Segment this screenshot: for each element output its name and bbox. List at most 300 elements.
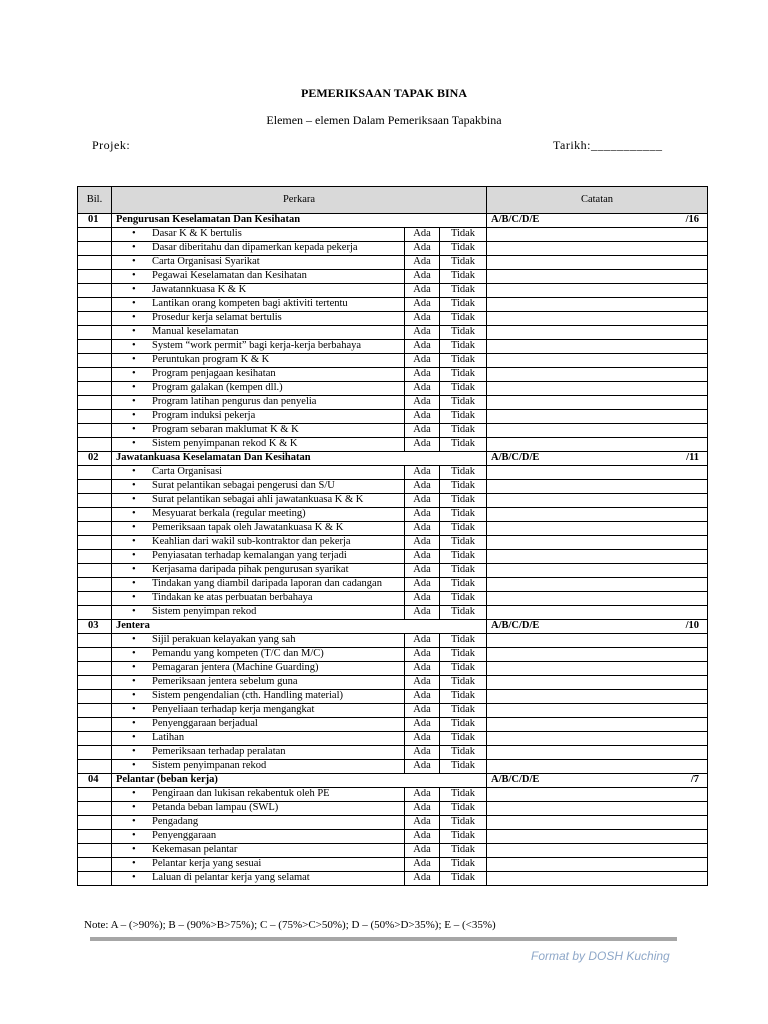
table-row	[78, 368, 708, 382]
section-row	[78, 214, 708, 228]
item-cell	[112, 424, 405, 438]
item-label: Program sebaran maklumat K & K	[152, 424, 299, 436]
tidak-option[interactable]: Tidak	[440, 242, 487, 256]
item-cell	[112, 816, 405, 830]
tidak-option[interactable]: Tidak	[440, 802, 487, 816]
item-cell	[112, 830, 405, 844]
ada-option[interactable]: Ada	[405, 242, 440, 256]
tidak-option[interactable]: Tidak	[440, 662, 487, 676]
catatan-cell[interactable]	[487, 872, 708, 886]
catatan-cell[interactable]	[487, 228, 708, 242]
tidak-option[interactable]: Tidak	[440, 508, 487, 522]
tidak-option[interactable]: Tidak	[440, 340, 487, 354]
bil-cell	[78, 802, 112, 816]
section-grade: A/B/C/D/E	[491, 774, 540, 786]
tidak-option[interactable]: Tidak	[440, 564, 487, 578]
table-row	[78, 424, 708, 438]
ada-option[interactable]: Ada	[405, 522, 440, 536]
bullet-icon: •	[132, 872, 136, 884]
ada-option[interactable]: Ada	[405, 284, 440, 298]
catatan-cell[interactable]	[487, 396, 708, 410]
bullet-icon: •	[132, 676, 136, 688]
ada-option[interactable]: Ada	[405, 382, 440, 396]
tidak-option[interactable]: Tidak	[440, 732, 487, 746]
catatan-cell[interactable]	[487, 802, 708, 816]
bullet-icon: •	[132, 718, 136, 730]
bil-cell	[78, 592, 112, 606]
ada-option[interactable]: Ada	[405, 662, 440, 676]
table-row	[78, 354, 708, 368]
catatan-cell[interactable]	[487, 284, 708, 298]
tidak-option[interactable]: Tidak	[440, 550, 487, 564]
ada-option[interactable]: Ada	[405, 536, 440, 550]
item-cell	[112, 508, 405, 522]
catatan-cell[interactable]	[487, 858, 708, 872]
item-cell	[112, 438, 405, 452]
table-row	[78, 732, 708, 746]
tidak-option[interactable]: Tidak	[440, 788, 487, 802]
bullet-icon: •	[132, 438, 136, 450]
item-label: Pengiraan dan lukisan rekabentuk oleh PE	[152, 788, 330, 800]
table-row	[78, 760, 708, 774]
bil-cell	[78, 704, 112, 718]
catatan-cell[interactable]	[487, 592, 708, 606]
section-score	[487, 620, 708, 634]
catatan-cell[interactable]	[487, 424, 708, 438]
item-label: Lantikan orang kompeten bagi aktiviti tertentu	[152, 298, 348, 310]
tidak-option[interactable]: Tidak	[440, 690, 487, 704]
table-row	[78, 508, 708, 522]
bullet-icon: •	[132, 494, 136, 506]
item-cell	[112, 480, 405, 494]
bil-cell	[78, 368, 112, 382]
table-row	[78, 816, 708, 830]
tidak-option[interactable]: Tidak	[440, 298, 487, 312]
catatan-cell[interactable]	[487, 634, 708, 648]
item-cell	[112, 228, 405, 242]
bil-cell	[78, 424, 112, 438]
section-number: 01	[78, 214, 112, 228]
item-label: Penyenggaraan berjadual	[152, 718, 258, 730]
ada-option[interactable]: Ada	[405, 494, 440, 508]
catatan-cell[interactable]	[487, 690, 708, 704]
tidak-option[interactable]: Tidak	[440, 256, 487, 270]
ada-option[interactable]: Ada	[405, 760, 440, 774]
catatan-cell[interactable]	[487, 522, 708, 536]
bil-cell	[78, 312, 112, 326]
ada-option[interactable]: Ada	[405, 368, 440, 382]
bil-cell	[78, 480, 112, 494]
tidak-option[interactable]: Tidak	[440, 326, 487, 340]
bil-cell	[78, 242, 112, 256]
bil-cell	[78, 298, 112, 312]
item-cell	[112, 410, 405, 424]
ada-option[interactable]: Ada	[405, 844, 440, 858]
catatan-cell[interactable]	[487, 480, 708, 494]
catatan-cell[interactable]	[487, 368, 708, 382]
table-row	[78, 284, 708, 298]
bullet-icon: •	[132, 312, 136, 324]
catatan-cell[interactable]	[487, 760, 708, 774]
bil-cell	[78, 550, 112, 564]
tidak-option[interactable]: Tidak	[440, 536, 487, 550]
catatan-cell[interactable]	[487, 326, 708, 340]
tidak-option[interactable]: Tidak	[440, 438, 487, 452]
table-row	[78, 298, 708, 312]
catatan-cell[interactable]	[487, 648, 708, 662]
ada-option[interactable]: Ada	[405, 438, 440, 452]
item-label: Kerjasama daripada pihak pengurusan syarikat	[152, 564, 349, 576]
item-label: Sistem penyimpanan rekod K & K	[152, 438, 298, 450]
tidak-option[interactable]: Tidak	[440, 578, 487, 592]
ada-option[interactable]: Ada	[405, 564, 440, 578]
item-cell	[112, 284, 405, 298]
catatan-cell[interactable]	[487, 788, 708, 802]
footer-credit: Format by DOSH Kuching	[531, 949, 670, 963]
section-number: 03	[78, 620, 112, 634]
bil-cell	[78, 648, 112, 662]
ada-option[interactable]: Ada	[405, 858, 440, 872]
item-label: Jawatannkuasa K & K	[152, 284, 247, 296]
section-title: Pelantar (beban kerja)	[112, 774, 487, 788]
ada-option[interactable]: Ada	[405, 592, 440, 606]
tidak-option[interactable]: Tidak	[440, 228, 487, 242]
tidak-option[interactable]: Tidak	[440, 606, 487, 620]
table-row	[78, 536, 708, 550]
bullet-icon: •	[132, 242, 136, 254]
ada-option[interactable]: Ada	[405, 326, 440, 340]
ada-option[interactable]: Ada	[405, 676, 440, 690]
catatan-cell[interactable]	[487, 578, 708, 592]
item-label: Penyiasatan terhadap kemalangan yang terjadi	[152, 550, 347, 562]
item-cell	[112, 788, 405, 802]
ada-option[interactable]: Ada	[405, 312, 440, 326]
bil-cell	[78, 326, 112, 340]
bullet-icon: •	[132, 424, 136, 436]
projek-label: Projek:	[92, 138, 131, 152]
page-title: PEMERIKSAAN TAPAK BINA	[300, 86, 467, 100]
item-cell	[112, 592, 405, 606]
table-header-row	[78, 187, 708, 214]
grading-note: Note: A – (>90%); B – (90%>B>75%); C – (75%>C>50%); D – (50%>D>35%); E – (<35%)	[84, 919, 496, 931]
tidak-option[interactable]: Tidak	[440, 746, 487, 760]
tidak-option[interactable]: Tidak	[440, 270, 487, 284]
ada-option[interactable]: Ada	[405, 634, 440, 648]
ada-option[interactable]: Ada	[405, 788, 440, 802]
ada-option[interactable]: Ada	[405, 480, 440, 494]
ada-option[interactable]: Ada	[405, 872, 440, 886]
section-title: Pengurusan Keselamatan Dan Kesihatan	[112, 214, 487, 228]
bil-cell	[78, 340, 112, 354]
item-label: Laluan di pelantar kerja yang selamat	[152, 872, 310, 884]
bil-cell	[78, 788, 112, 802]
item-cell	[112, 802, 405, 816]
catatan-cell[interactable]	[487, 704, 708, 718]
bil-cell	[78, 760, 112, 774]
item-cell	[112, 298, 405, 312]
catatan-cell[interactable]	[487, 312, 708, 326]
item-cell	[112, 746, 405, 760]
table-row	[78, 410, 708, 424]
section-grade: A/B/C/D/E	[491, 214, 540, 226]
catatan-cell[interactable]	[487, 536, 708, 550]
table-row	[78, 312, 708, 326]
table-row	[78, 550, 708, 564]
section-max-score: /10	[685, 620, 700, 632]
tidak-option[interactable]: Tidak	[440, 424, 487, 438]
item-cell	[112, 760, 405, 774]
tidak-option[interactable]: Tidak	[440, 676, 487, 690]
catatan-cell[interactable]	[487, 676, 708, 690]
section-title: Jawatankuasa Keselamatan Dan Kesihatan	[112, 452, 487, 466]
ada-option[interactable]: Ada	[405, 718, 440, 732]
item-label: Tindakan yang diambil daripada laporan dan cadangan	[152, 578, 382, 590]
item-label: Program induksi pekerja	[152, 410, 256, 422]
ada-option[interactable]: Ada	[405, 466, 440, 480]
bullet-icon: •	[132, 830, 136, 842]
bil-cell	[78, 690, 112, 704]
bullet-icon: •	[132, 816, 136, 828]
item-cell	[112, 606, 405, 620]
item-label: Dasar K & K bertulis	[152, 228, 242, 240]
table-row	[78, 634, 708, 648]
bullet-icon: •	[132, 550, 136, 562]
item-label: Sistem penyimpan rekod	[152, 606, 257, 618]
ada-option[interactable]: Ada	[405, 424, 440, 438]
header-catatan: Catatan	[487, 187, 708, 214]
table-row	[78, 326, 708, 340]
ada-option[interactable]: Ada	[405, 746, 440, 760]
tidak-option[interactable]: Tidak	[440, 354, 487, 368]
ada-option[interactable]: Ada	[405, 648, 440, 662]
item-cell	[112, 564, 405, 578]
item-cell	[112, 662, 405, 676]
section-grade: A/B/C/D/E	[491, 452, 540, 464]
section-number: 04	[78, 774, 112, 788]
bullet-icon: •	[132, 536, 136, 548]
table-row	[78, 578, 708, 592]
catatan-cell[interactable]	[487, 844, 708, 858]
item-label: Kekemasan pelantar	[152, 844, 238, 856]
item-label: Carta Organisasi	[152, 466, 223, 478]
item-label: Carta Organisasi Syarikat	[152, 256, 260, 268]
table-row	[78, 858, 708, 872]
tidak-option[interactable]: Tidak	[440, 844, 487, 858]
tidak-option[interactable]: Tidak	[440, 396, 487, 410]
ada-option[interactable]: Ada	[405, 606, 440, 620]
section-max-score: /7	[690, 774, 700, 786]
bullet-icon: •	[132, 746, 136, 758]
ada-option[interactable]: Ada	[405, 550, 440, 564]
catatan-cell[interactable]	[487, 298, 708, 312]
item-cell	[112, 844, 405, 858]
bullet-icon: •	[132, 284, 136, 296]
table-row	[78, 466, 708, 480]
ada-option[interactable]: Ada	[405, 298, 440, 312]
catatan-cell[interactable]	[487, 550, 708, 564]
ada-option[interactable]: Ada	[405, 732, 440, 746]
item-label: Sijil perakuan kelayakan yang sah	[152, 634, 296, 646]
table-row	[78, 256, 708, 270]
tidak-option[interactable]: Tidak	[440, 830, 487, 844]
item-label: Pemeriksaan terhadap peralatan	[152, 746, 286, 758]
item-cell	[112, 550, 405, 564]
catatan-cell[interactable]	[487, 410, 708, 424]
catatan-cell[interactable]	[487, 830, 708, 844]
tidak-option[interactable]: Tidak	[440, 816, 487, 830]
tidak-option[interactable]: Tidak	[440, 522, 487, 536]
section-max-score: /16	[685, 214, 700, 226]
bil-cell	[78, 466, 112, 480]
bullet-icon: •	[132, 382, 136, 394]
catatan-cell[interactable]	[487, 564, 708, 578]
ada-option[interactable]: Ada	[405, 830, 440, 844]
bullet-icon: •	[132, 634, 136, 646]
ada-option[interactable]: Ada	[405, 704, 440, 718]
tidak-option[interactable]: Tidak	[440, 718, 487, 732]
catatan-cell[interactable]	[487, 606, 708, 620]
catatan-cell[interactable]	[487, 438, 708, 452]
bil-cell	[78, 606, 112, 620]
catatan-cell[interactable]	[487, 256, 708, 270]
bil-cell	[78, 872, 112, 886]
ada-option[interactable]: Ada	[405, 340, 440, 354]
ada-option[interactable]: Ada	[405, 256, 440, 270]
bullet-icon: •	[132, 298, 136, 310]
ada-option[interactable]: Ada	[405, 410, 440, 424]
item-cell	[112, 858, 405, 872]
catatan-cell[interactable]	[487, 354, 708, 368]
bil-cell	[78, 634, 112, 648]
ada-option[interactable]: Ada	[405, 578, 440, 592]
catatan-cell[interactable]	[487, 508, 708, 522]
tidak-option[interactable]: Tidak	[440, 858, 487, 872]
catatan-cell[interactable]	[487, 816, 708, 830]
bullet-icon: •	[132, 256, 136, 268]
catatan-cell[interactable]	[487, 718, 708, 732]
item-cell	[112, 704, 405, 718]
table-row	[78, 704, 708, 718]
bil-cell	[78, 732, 112, 746]
table-row	[78, 522, 708, 536]
catatan-cell[interactable]	[487, 732, 708, 746]
catatan-cell[interactable]	[487, 382, 708, 396]
tidak-option[interactable]: Tidak	[440, 494, 487, 508]
table-row	[78, 564, 708, 578]
catatan-cell[interactable]	[487, 746, 708, 760]
item-cell	[112, 872, 405, 886]
table-row	[78, 872, 708, 886]
section-score	[487, 214, 708, 228]
item-cell	[112, 690, 405, 704]
tidak-option[interactable]: Tidak	[440, 648, 487, 662]
item-label: System “work permit” bagi kerja-kerja berbahaya	[152, 340, 362, 352]
catatan-cell[interactable]	[487, 466, 708, 480]
item-label: Program galakan (kempen dll.)	[152, 382, 283, 394]
ada-option[interactable]: Ada	[405, 690, 440, 704]
item-cell	[112, 536, 405, 550]
section-score	[487, 452, 708, 466]
bil-cell	[78, 844, 112, 858]
tidak-option[interactable]: Tidak	[440, 480, 487, 494]
bullet-icon: •	[132, 690, 136, 702]
footer-divider	[90, 937, 677, 941]
tidak-option[interactable]: Tidak	[440, 382, 487, 396]
item-cell	[112, 578, 405, 592]
header-bil: Bil.	[78, 187, 112, 214]
tidak-option[interactable]: Tidak	[440, 760, 487, 774]
ada-option[interactable]: Ada	[405, 508, 440, 522]
tidak-option[interactable]: Tidak	[440, 284, 487, 298]
bullet-icon: •	[132, 466, 136, 478]
tidak-option[interactable]: Tidak	[440, 872, 487, 886]
item-cell	[112, 382, 405, 396]
bullet-icon: •	[132, 592, 136, 604]
bullet-icon: •	[132, 480, 136, 492]
section-row	[78, 774, 708, 788]
catatan-cell[interactable]	[487, 340, 708, 354]
tidak-option[interactable]: Tidak	[440, 634, 487, 648]
bil-cell	[78, 284, 112, 298]
ada-option[interactable]: Ada	[405, 816, 440, 830]
catatan-cell[interactable]	[487, 662, 708, 676]
catatan-cell[interactable]	[487, 494, 708, 508]
bullet-icon: •	[132, 606, 136, 618]
bullet-icon: •	[132, 396, 136, 408]
bil-cell	[78, 858, 112, 872]
bil-cell	[78, 438, 112, 452]
table-row	[78, 676, 708, 690]
ada-option[interactable]: Ada	[405, 228, 440, 242]
ada-option[interactable]: Ada	[405, 396, 440, 410]
tidak-option[interactable]: Tidak	[440, 368, 487, 382]
ada-option[interactable]: Ada	[405, 270, 440, 284]
bil-cell	[78, 494, 112, 508]
bil-cell	[78, 396, 112, 410]
item-cell	[112, 718, 405, 732]
item-cell	[112, 368, 405, 382]
table-row	[78, 270, 708, 284]
item-cell	[112, 676, 405, 690]
item-cell	[112, 326, 405, 340]
item-label: Penyeliaan terhadap kerja mengangkat	[152, 704, 315, 716]
section-title: Jentera	[112, 620, 487, 634]
item-label: Keahlian dari wakil sub-kontraktor dan pekerja	[152, 536, 351, 548]
header-perkara: Perkara	[112, 187, 487, 214]
table-row	[78, 788, 708, 802]
bil-cell	[78, 578, 112, 592]
item-label: Pegawai Keselamatan dan Kesihatan	[152, 270, 307, 282]
ada-option[interactable]: Ada	[405, 354, 440, 368]
tidak-option[interactable]: Tidak	[440, 466, 487, 480]
item-label: Penyenggaraan	[152, 830, 217, 842]
bil-cell	[78, 256, 112, 270]
tidak-option[interactable]: Tidak	[440, 410, 487, 424]
catatan-cell[interactable]	[487, 242, 708, 256]
bil-cell	[78, 830, 112, 844]
bullet-icon: •	[132, 858, 136, 870]
tidak-option[interactable]: Tidak	[440, 312, 487, 326]
tarikh-label: Tarikh:___________	[553, 138, 663, 152]
ada-option[interactable]: Ada	[405, 802, 440, 816]
tidak-option[interactable]: Tidak	[440, 592, 487, 606]
tidak-option[interactable]: Tidak	[440, 704, 487, 718]
bullet-icon: •	[132, 564, 136, 576]
bil-cell	[78, 718, 112, 732]
catatan-cell[interactable]	[487, 270, 708, 284]
table-row	[78, 494, 708, 508]
item-label: Pemeriksaan jentera sebelum guna	[152, 676, 298, 688]
